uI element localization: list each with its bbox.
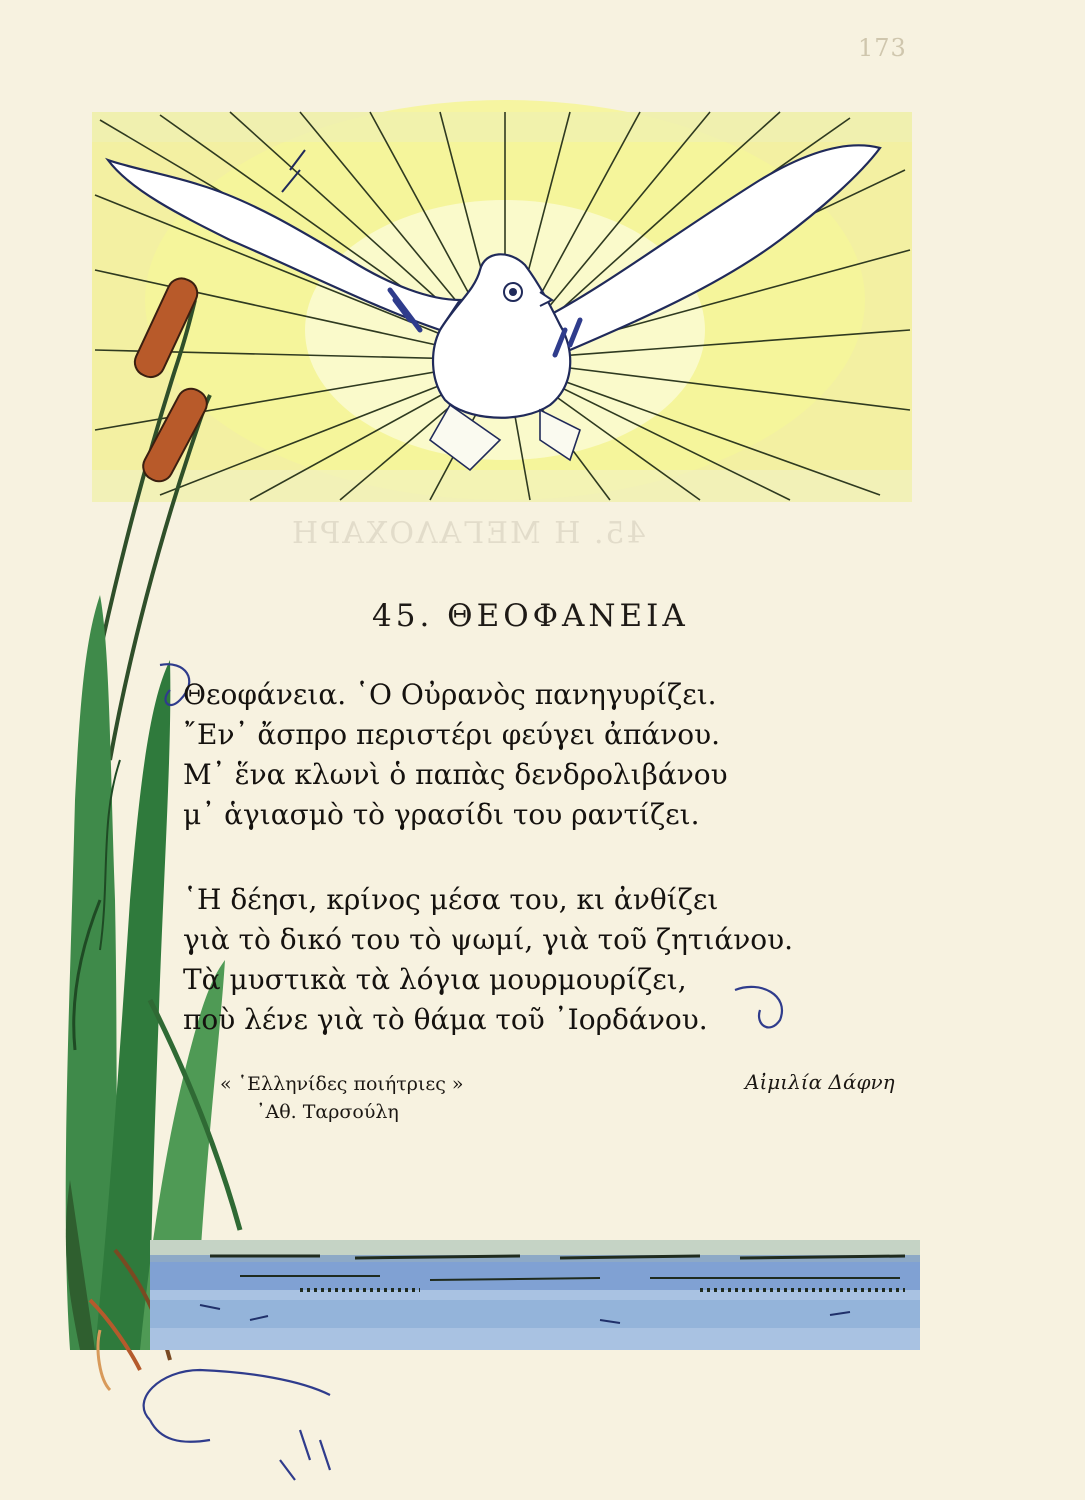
poem-line: μ᾽ ἁγιασμὸ τὸ γρασίδι του ραντίζει. <box>183 798 700 831</box>
poem-line: ποὺ λένε γιὰ τὸ θάμα τοῦ ᾽Ιορδάνου. <box>183 1003 708 1036</box>
river-icon <box>150 1240 920 1350</box>
poem-line: γιὰ τὸ δικό του τὸ ψωμί, γιὰ τοῦ ζητιάνου. <box>183 923 794 956</box>
source-book: « ῾Ελληνίδες ποιήτριες » <box>220 1073 464 1095</box>
poem-author: Αἰμιλία Δάφνη <box>745 1070 895 1094</box>
page-number: 173 <box>858 34 907 62</box>
stanza-1 <box>183 675 728 835</box>
poem-line: Θεοφάνεια. ῾Ο Οὐρανὸς πανηγυρίζει. <box>183 678 717 711</box>
source-editor: ᾽Αθ. Ταρσούλη <box>256 1101 399 1123</box>
poem-line: Μ᾽ ἕνα κλωνὶ ὁ παπὰς δενδρολιβάνου <box>183 758 728 791</box>
poem-line: ῾Η δέησι, κρίνος μέσα του, κι ἀνθίζει <box>183 883 719 916</box>
source-citation <box>220 1070 464 1126</box>
poem-line: ῎Εν᾽ ἄσπρο περιστέρι φεύγει ἀπάνου. <box>183 718 721 751</box>
poem-title: 45. ΘΕΟΦΑΝΕΙΑ <box>372 598 689 634</box>
stanza-2 <box>183 880 793 1040</box>
poem-line: Τὰ μυστικὰ τὰ λόγια μουρμουρίζει, <box>183 963 687 996</box>
bleed-through-heading: 45. Η ΜΕΓΑΛΟΧΑΡΗ <box>290 516 646 551</box>
